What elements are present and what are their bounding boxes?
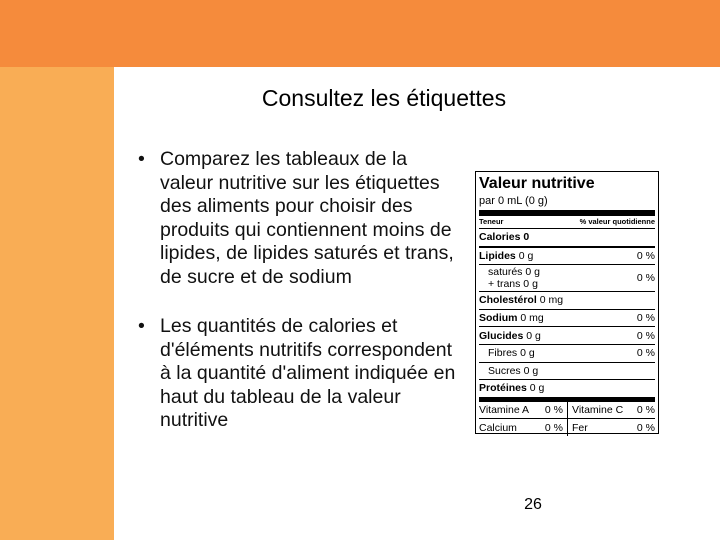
nf-header-row [479, 216, 655, 228]
page-number: 26 [524, 496, 542, 513]
nf-calcium-cell [479, 422, 567, 434]
nf-row-lipides [479, 246, 655, 265]
nf-row-calories [479, 228, 655, 246]
nf-title: Valeur nutritive [479, 175, 595, 192]
nf-fer-cell [567, 419, 655, 436]
nf-vitamin-a-pct: 0 % [544, 404, 563, 417]
nf-sodium-value: 0 mg [520, 312, 544, 325]
nf-glucides-value: 0 g [526, 329, 541, 342]
bullet-item [138, 148, 458, 289]
nf-lipides-pct: 0 % [636, 249, 655, 262]
nf-head-daily-value: % valeur quotidienne [579, 217, 655, 226]
nf-head-amount: Teneur [479, 217, 504, 226]
nf-cholesterol-label: Cholestérol [479, 294, 537, 307]
top-accent-band [0, 0, 720, 67]
nf-calories: Calories 0 [479, 231, 530, 244]
left-accent-band [0, 67, 114, 540]
nf-row-satures [479, 264, 655, 291]
nutrition-facts-table [475, 171, 659, 434]
nf-lipides-label: Lipides [479, 249, 516, 262]
nf-vitamin-c-cell [567, 402, 655, 419]
bullet-item [138, 315, 458, 433]
nf-row-glucides [479, 326, 655, 344]
nf-row-vitamins [479, 402, 655, 419]
nf-sodium-pct: 0 % [636, 312, 655, 325]
nf-satures-pct: 0 % [636, 272, 655, 285]
nf-trans: + trans 0 g [488, 278, 538, 291]
nf-fer: Fer [572, 421, 588, 434]
nf-row-fibres [479, 344, 655, 362]
nf-sodium-label: Sodium [479, 312, 518, 325]
bullet-marker: • [138, 315, 145, 337]
bullet-list [138, 148, 458, 433]
nf-fibres-pct: 0 % [636, 347, 655, 360]
bullet-text: Les quantités de calories et d'éléments nutritifs correspondent à la quantité d'aliment indiquée en haut du tableau de la valeur nutritive [160, 315, 456, 431]
nf-vitamin-a: Vitamine A [479, 404, 530, 417]
nf-vitamin-a-cell [479, 404, 567, 416]
nf-proteines-label: Protéines [479, 382, 527, 395]
nf-row-sucres [479, 362, 655, 380]
nf-fer-pct: 0 % [636, 421, 655, 434]
nf-glucides-label: Glucides [479, 329, 524, 342]
nf-calcium-pct: 0 % [544, 421, 563, 434]
nf-vitamin-c: Vitamine C [572, 404, 624, 417]
nf-proteines-value: 0 g [529, 382, 545, 395]
nf-satures: saturés 0 g [488, 266, 540, 279]
slide-title: Consultez les étiquettes [261, 85, 507, 111]
nf-calcium: Calcium [479, 421, 517, 434]
nf-cholesterol-value: 0 mg [539, 294, 564, 307]
nf-serving-size: par 0 mL (0 g) [479, 195, 548, 207]
bullet-marker: • [138, 148, 145, 170]
nf-row-proteines [479, 379, 655, 402]
nf-row-cholesterol [479, 291, 655, 309]
nf-row-minerals [479, 418, 655, 436]
nf-sucres: Sucres 0 g [488, 364, 539, 377]
nf-vitamin-c-pct: 0 % [636, 404, 655, 417]
nf-glucides-pct: 0 % [636, 329, 655, 342]
nf-lipides-value: 0 g [518, 249, 534, 262]
nf-fibres: Fibres 0 g [488, 347, 535, 360]
bullet-text: Comparez les tableaux de la valeur nutritive sur les étiquettes des aliments pour choisir des produits qui contiennent moins de lipides, de lipides saturés et trans, de sucre et de sodium [160, 148, 454, 288]
nf-row-sodium [479, 309, 655, 327]
